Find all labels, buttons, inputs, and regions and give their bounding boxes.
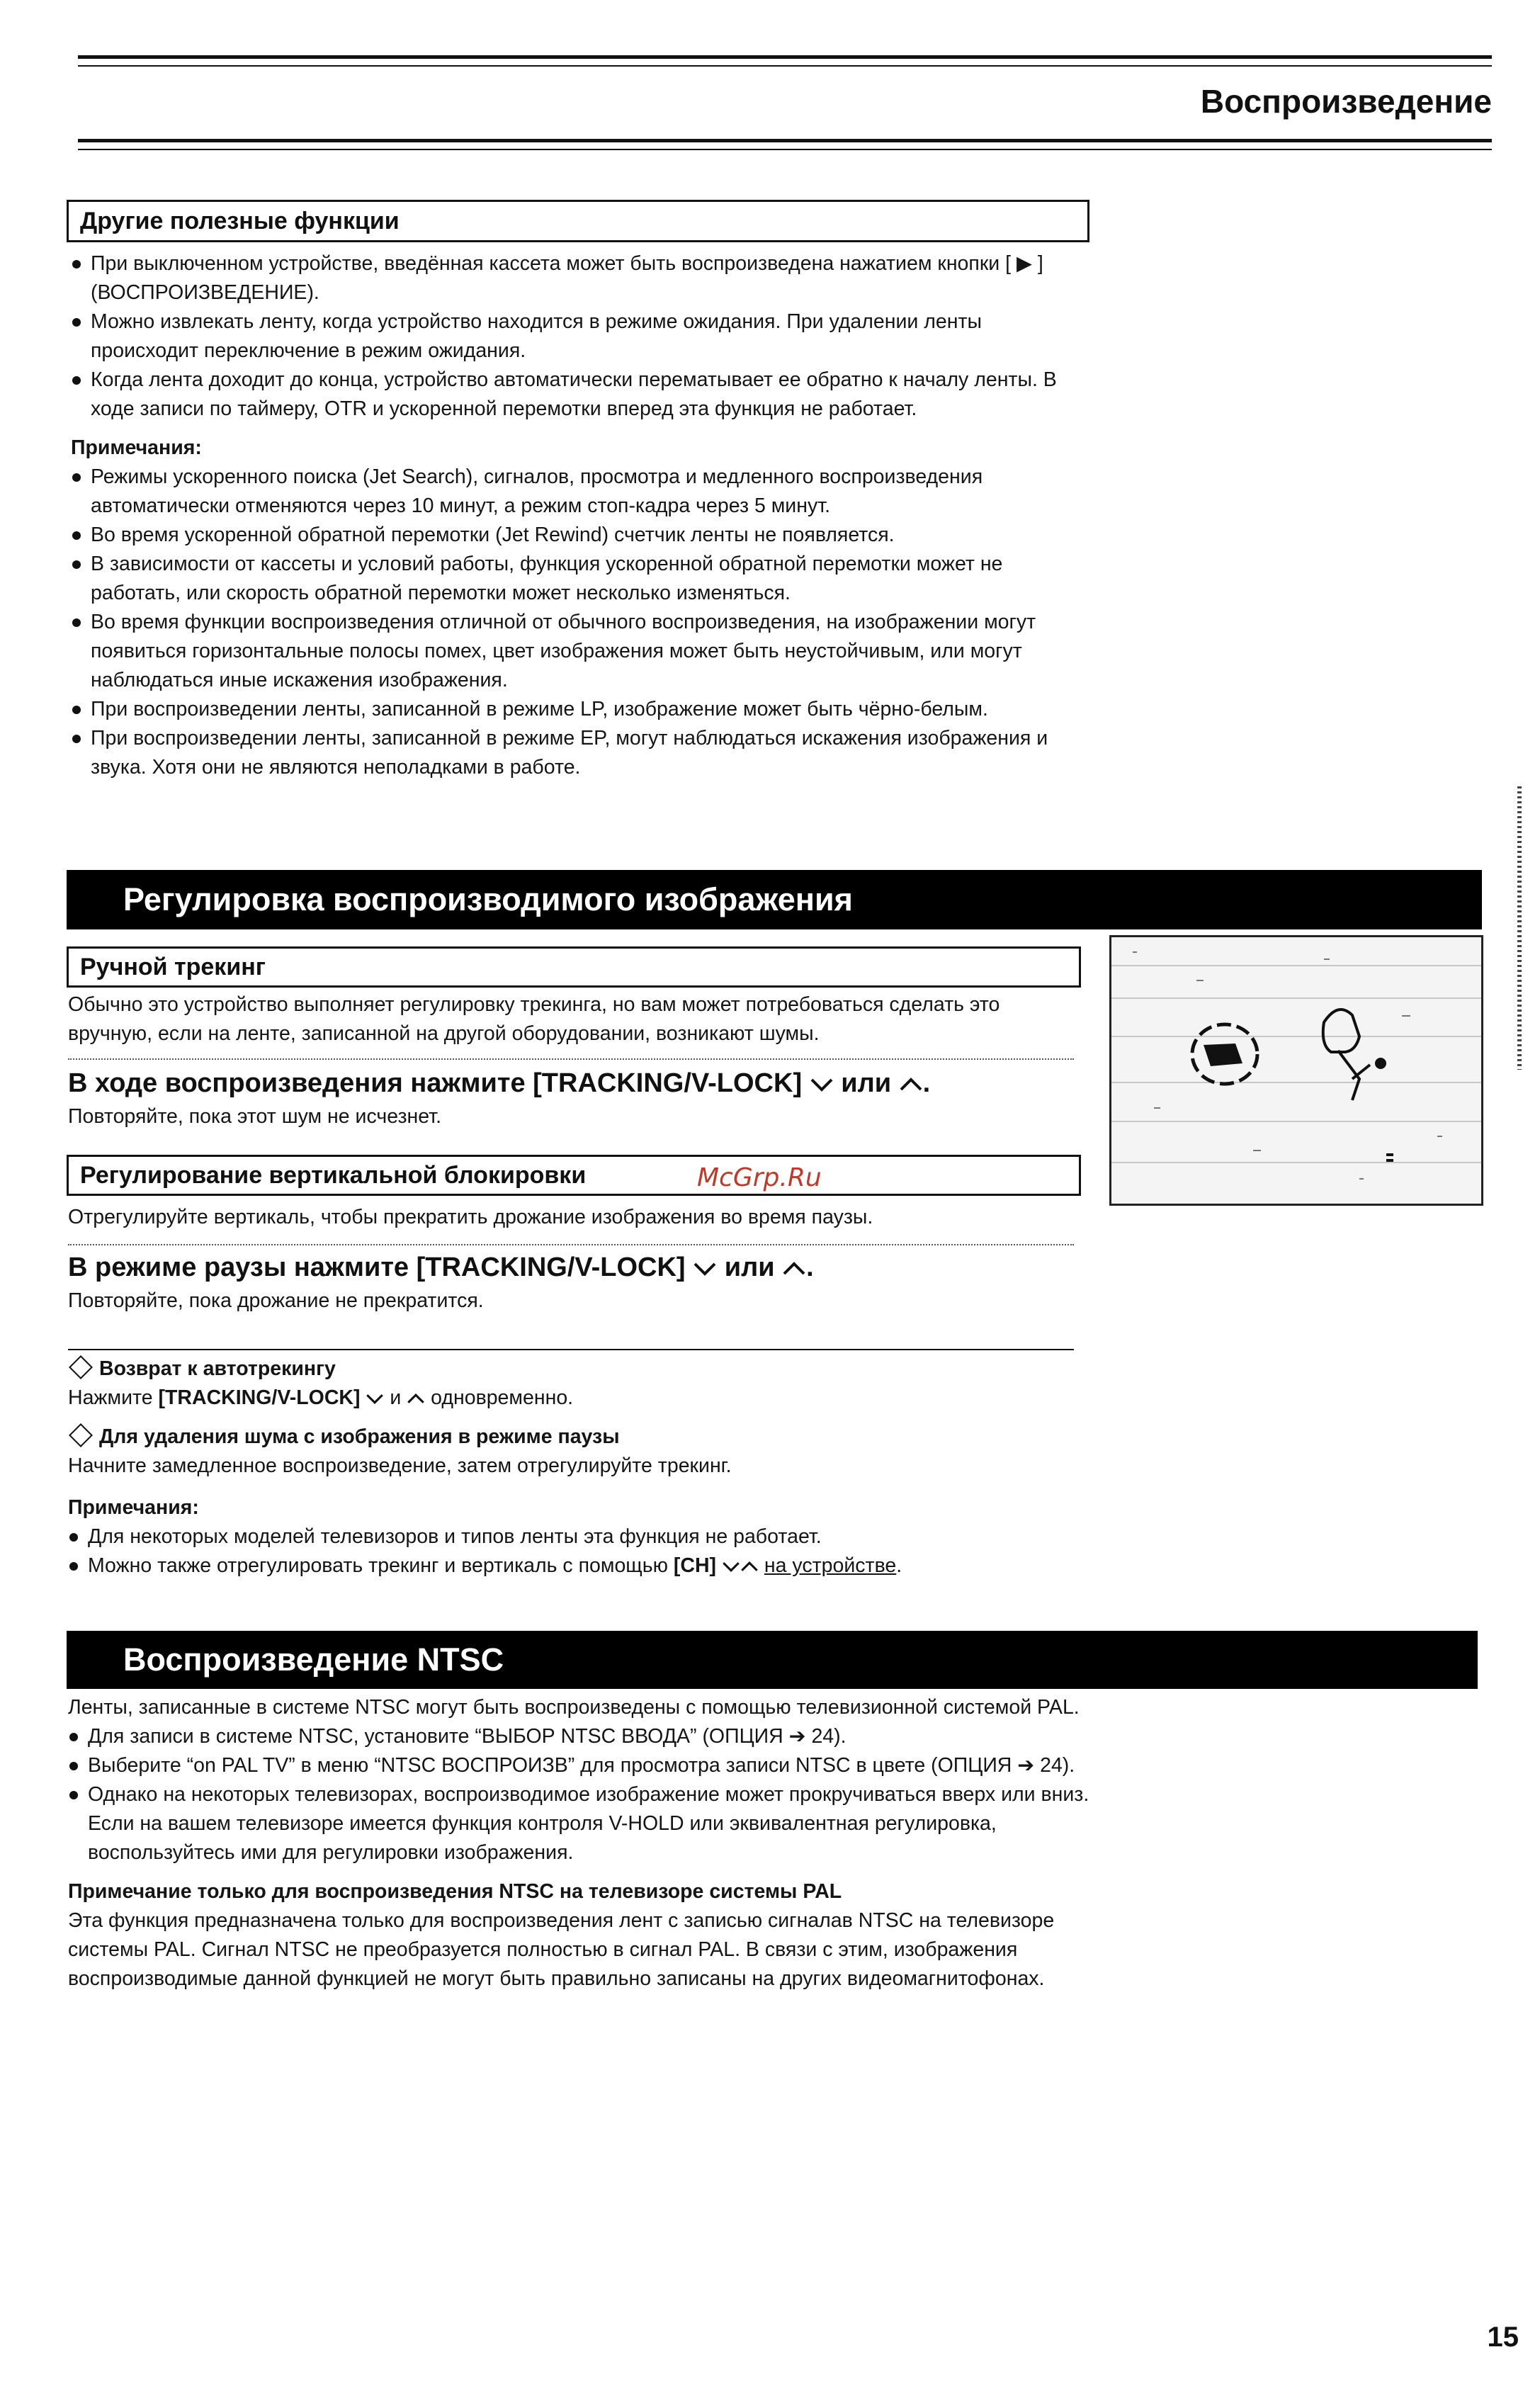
dotted-separator — [68, 1058, 1074, 1060]
instruction-or: или — [841, 1068, 892, 1098]
watermark-text: McGrp.Ru — [697, 1163, 822, 1192]
bullet-item: Когда лента доходит до конца, устройство автоматически перематывает ее обратно к началу ленты. В ходе записи по таймеру, OTR и ускоренной перемотки вперед эта функция не работает. — [71, 366, 1091, 424]
ntsc-bullet: Однако на некоторых телевизорах, воспроизводимое изображение может прокручиваться вверх или вниз. Если на вашем телевизоре имеется функция контроля V-HOLD или эквивалентная регулировка, воспользуйтесь ими для регулировки изображения. — [68, 1780, 1109, 1867]
note-item: При воспроизведении ленты, записанной в режиме EP, могут наблюдаться искажения изображения и звука. Хотя они не являются неполадками в работе. — [71, 724, 1091, 782]
pause-noise-heading — [68, 1423, 1088, 1452]
instruction-text: В ходе воспроизведения нажмите [TRACKING/V-LOCK] — [68, 1068, 803, 1098]
vertical-lock-repeat: Повторяйте, пока дрожание не прекратится. — [68, 1289, 484, 1312]
chevron-up-icon — [782, 1261, 806, 1277]
chevron-down-icon — [693, 1261, 717, 1277]
ntsc-note-body: Эта функция предназначена только для воспроизведения лент с записью сигналав NTSC на телевизоре системы PAL. Сигнал NTSC не преобразуется полностью в сигнал PAL. В связи с этим, изображения воспроизводимые данной функцией не могут быть правильно записаны на других видеомагнитофонах. — [68, 1909, 1055, 1990]
vertical-lock-body: Отрегулируйте вертикаль, чтобы прекратить дрожание изображения во время паузы. — [68, 1206, 873, 1228]
manual-tracking-body: Обычно это устройство выполняет регулировку трекинга, но вам может потребоваться сделать это вручную, если на ленте, записанной на другой оборудовании, возникают шумы. — [68, 993, 1000, 1045]
header-rule-bottom-1 — [78, 139, 1492, 142]
dotted-separator — [68, 1244, 1074, 1245]
notes2-heading: Примечания: — [68, 1496, 199, 1519]
diamond-icon — [69, 1355, 93, 1379]
note-item: Режимы ускоренного поиска (Jet Search), сигналов, просмотра и медленного воспроизведения автоматически отменяются через 10 минут, а режим стоп-кадра через 5 минут. — [71, 463, 1091, 521]
chevron-down-icon — [722, 1561, 740, 1573]
page-header-title: Воспроизведение — [1200, 83, 1492, 120]
ntsc-note-heading: Примечание только для воспроизведения NTSC на телевизоре системы PAL — [68, 1880, 842, 1903]
instruction-or: или — [724, 1253, 775, 1282]
note-item: В зависимости от кассеты и условий работы, функция ускоренной обратной перемотки может не работать, или скорость обратной перемотки может несколько изменяться. — [71, 550, 1091, 608]
note-item-ch — [68, 1551, 1088, 1581]
chevron-down-icon — [810, 1077, 834, 1092]
chevron-up-icon — [407, 1393, 425, 1405]
banner-ntsc-playback — [67, 1631, 1478, 1689]
section-heading-vertical-lock — [67, 1155, 1081, 1196]
chevron-down-icon — [366, 1393, 384, 1405]
manual-tracking-instruction — [68, 1068, 1088, 1099]
instruction-end: . — [922, 1068, 931, 1098]
ntsc-bullet: Для записи в системе NTSC, установите “ВЫБОР NTSC ВВОДА” (ОПЦИЯ ➔ 24). — [68, 1722, 1109, 1751]
auto-tracking-and: и — [390, 1386, 402, 1409]
vertical-lock-instruction — [68, 1253, 1088, 1283]
pause-noise-body: Начните замедленное воспроизведение, затем отрегулируйте трекинг. — [68, 1454, 732, 1477]
soccer-scene-image — [1111, 937, 1481, 1204]
auto-tracking-simultaneously: одновременно. — [431, 1386, 574, 1409]
note-item: При воспроизведении ленты, записанной в режиме LP, изображение может быть чёрно-белым. — [71, 695, 1091, 724]
auto-tracking-heading — [68, 1355, 1088, 1384]
bullet-item: При выключенном устройстве, введённая кассета может быть воспроизведена нажатием кнопки [ ▶ ] (ВОСПРОИЗВЕДЕНИЕ). — [71, 249, 1091, 307]
tracking-key-label: [TRACKING/V-LOCK] — [158, 1386, 361, 1409]
note-ch-text: Можно также отрегулировать трекинг и вертикаль с помощью — [88, 1554, 668, 1577]
note-item: Во время ускоренной обратной перемотки (Jet Rewind) счетчик ленты не появляется. — [71, 521, 1091, 550]
banner-picture-adjustment-label: Регулировка воспроизводимого изображения — [123, 881, 853, 917]
section-heading-vertical-lock-label: Регулирование вертикальной блокировки — [80, 1162, 587, 1189]
banner-picture-adjustment — [67, 870, 1482, 929]
auto-tracking-title: Возврат к автотрекингу — [99, 1357, 336, 1380]
section-heading-other-functions-label: Другие полезные функции — [80, 208, 400, 234]
ch-key-label: [CH] — [673, 1554, 717, 1577]
instruction-text: В режиме раузы нажмите [TRACKING/V-LOCK] — [68, 1253, 686, 1282]
ntsc-intro: Ленты, записанные в системе NTSC могут быть воспроизведены с помощью телевизионной системой PAL. — [68, 1696, 1080, 1719]
auto-tracking-block — [68, 1355, 1088, 1581]
page-number: 15 — [1487, 2322, 1519, 2353]
notes-heading: Примечания: — [71, 436, 202, 459]
instruction-end: . — [806, 1253, 814, 1282]
auto-tracking-press: Нажмите — [68, 1386, 153, 1409]
note-ch-end: . — [896, 1554, 902, 1577]
manual-tracking-repeat: Повторяйте, пока этот шум не исчезнет. — [68, 1105, 441, 1128]
scan-edge-mark — [1517, 786, 1522, 1070]
noisy-picture-illustration — [1109, 935, 1483, 1206]
pause-noise-title: Для удаления шума с изображения в режиме паузы — [99, 1425, 620, 1448]
diamond-icon — [69, 1423, 93, 1447]
header-rule-top-1 — [78, 55, 1492, 59]
header-rule-top-2 — [78, 65, 1492, 67]
ntsc-bullet: Выберите “on PAL TV” в меню “NTSC ВОСПРОИЗВ” для просмотра записи NTSC в цвете (ОПЦИЯ ➔ 24). — [68, 1751, 1109, 1780]
on-device-text: на устройстве — [764, 1554, 897, 1577]
section-divider — [68, 1349, 1074, 1350]
header-rule-bottom-2 — [78, 149, 1492, 150]
section-heading-other-functions — [67, 200, 1089, 242]
banner-ntsc-playback-label: Воспроизведение NTSC — [123, 1641, 504, 1678]
bullet-item: Можно извлекать ленту, когда устройство находится в режиме ожидания. При удалении ленты происходит переключение в режим ожидания. — [71, 307, 1091, 366]
note-item: Для некоторых моделей телевизоров и типов ленты эта функция не работает. — [68, 1522, 1088, 1551]
ntsc-section — [68, 1693, 1109, 1994]
chevron-up-icon — [899, 1077, 923, 1092]
other-functions-bullets — [71, 249, 1091, 782]
section-heading-manual-tracking-label: Ручной трекинг — [80, 954, 266, 980]
chevron-up-icon — [740, 1561, 759, 1573]
section-heading-manual-tracking — [67, 946, 1081, 988]
auto-tracking-instruction — [68, 1384, 1088, 1413]
note-item: Во время функции воспроизведения отличной от обычного воспроизведения, на изображении могут появиться горизонтальные полосы помех, цвет изображения может быть неустойчивым, или могут наблюдаться иные искажения изображения. — [71, 608, 1091, 695]
